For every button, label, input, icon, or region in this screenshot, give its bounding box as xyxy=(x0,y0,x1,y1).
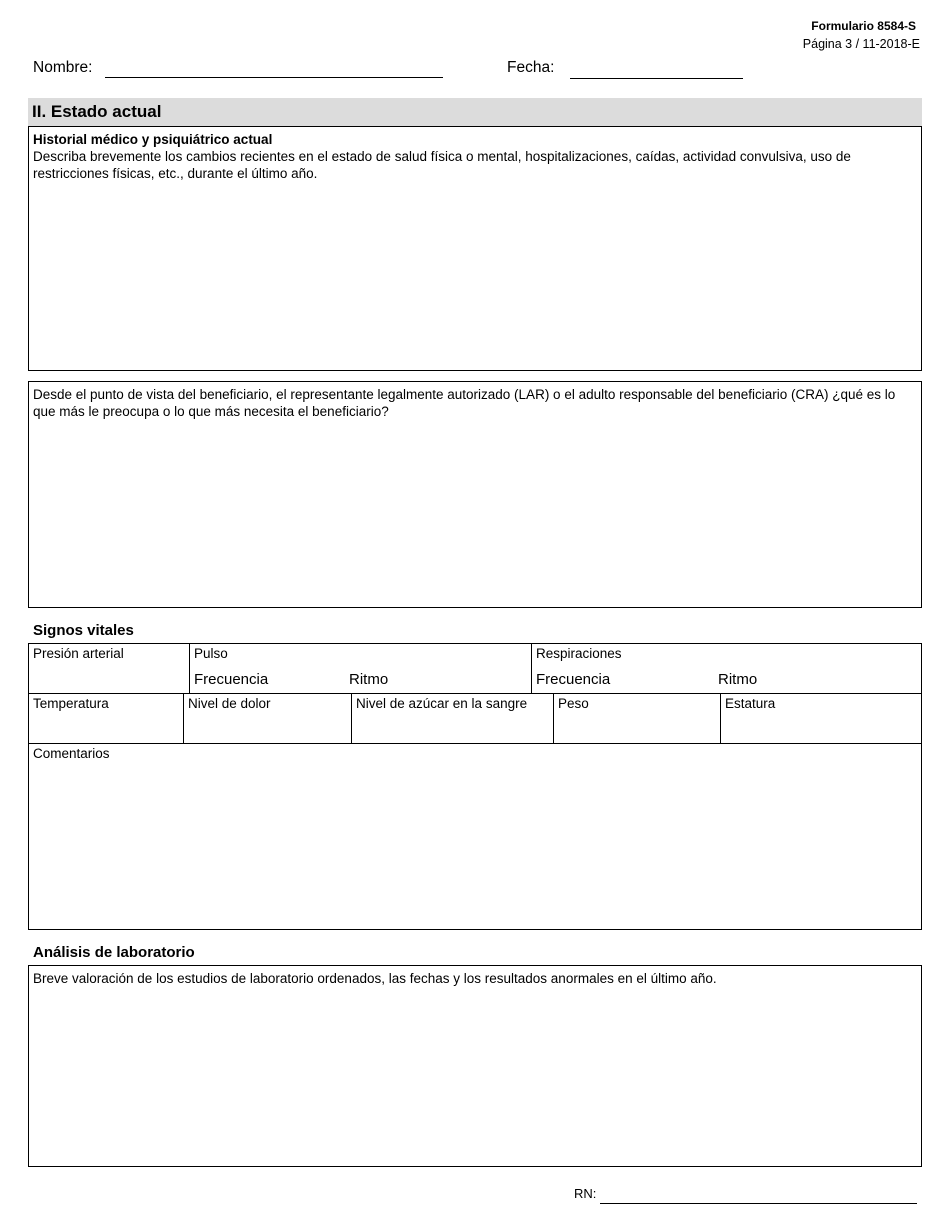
respirations-frequency-label: Frecuencia xyxy=(536,671,611,688)
name-field[interactable] xyxy=(105,77,443,78)
date-label: Fecha: xyxy=(507,59,555,76)
lab-box[interactable] xyxy=(28,965,922,1167)
height-cell[interactable] xyxy=(721,694,921,743)
pain-level-cell[interactable] xyxy=(184,694,351,743)
blood-sugar-label: Nivel de azúcar en la sangre xyxy=(356,696,528,711)
temperature-label: Temperatura xyxy=(33,696,109,711)
section-header xyxy=(28,98,922,126)
vitals-heading: Signos vitales xyxy=(33,622,134,639)
name-label: Nombre: xyxy=(33,59,93,76)
pulse-label: Pulso xyxy=(194,646,228,661)
pulse-cell[interactable] xyxy=(190,644,531,693)
concerns-box[interactable] xyxy=(28,381,922,608)
blood-pressure-cell[interactable] xyxy=(29,644,189,693)
lab-description: Breve valoración de los estudios de laboratorio ordenados, las fechas y los resultados anormales en el último año. xyxy=(33,971,717,986)
respirations-cell[interactable] xyxy=(532,644,921,693)
blood-pressure-label: Presión arterial xyxy=(33,646,124,661)
weight-label: Peso xyxy=(558,696,589,711)
pulse-rhythm-label: Ritmo xyxy=(349,671,389,688)
page-info: Página 3 / 11-2018-E xyxy=(802,37,920,51)
pulse-frequency-label: Frecuencia xyxy=(194,671,269,688)
medical-history-text xyxy=(33,131,915,182)
comments-cell[interactable] xyxy=(29,744,921,929)
comments-label: Comentarios xyxy=(33,746,110,761)
form-number: Formulario 8584-S xyxy=(811,19,916,33)
blood-sugar-cell[interactable] xyxy=(352,694,553,743)
pain-level-label: Nivel de dolor xyxy=(188,696,271,711)
concerns-description: Desde el punto de vista del beneficiario, el representante legalmente autorizado (LAR) o el adulto responsable del beneficiario (CRA) ¿qué es lo que más le preocupa o lo que más necesita el beneficiario? xyxy=(33,387,896,419)
temperature-cell[interactable] xyxy=(29,694,183,743)
medical-history-description: Describa brevemente los cambios recientes en el estado de salud física o mental, hospitalizaciones, caídas, actividad convulsiva, uso de restricciones físicas, etc., durante el último año. xyxy=(33,149,851,181)
respirations-label: Respiraciones xyxy=(536,646,622,661)
weight-cell[interactable] xyxy=(554,694,720,743)
rn-signature-field[interactable] xyxy=(600,1203,917,1204)
rn-label: RN: xyxy=(574,1186,597,1201)
lab-heading: Análisis de laboratorio xyxy=(33,944,195,961)
medical-history-box[interactable] xyxy=(28,126,922,371)
medical-history-title: Historial médico y psiquiátrico actual xyxy=(33,132,273,147)
respirations-rhythm-label: Ritmo xyxy=(718,671,758,688)
section-title: II. Estado actual xyxy=(32,102,162,121)
height-label: Estatura xyxy=(725,696,776,711)
vitals-table xyxy=(28,643,922,930)
date-field[interactable] xyxy=(570,78,743,79)
